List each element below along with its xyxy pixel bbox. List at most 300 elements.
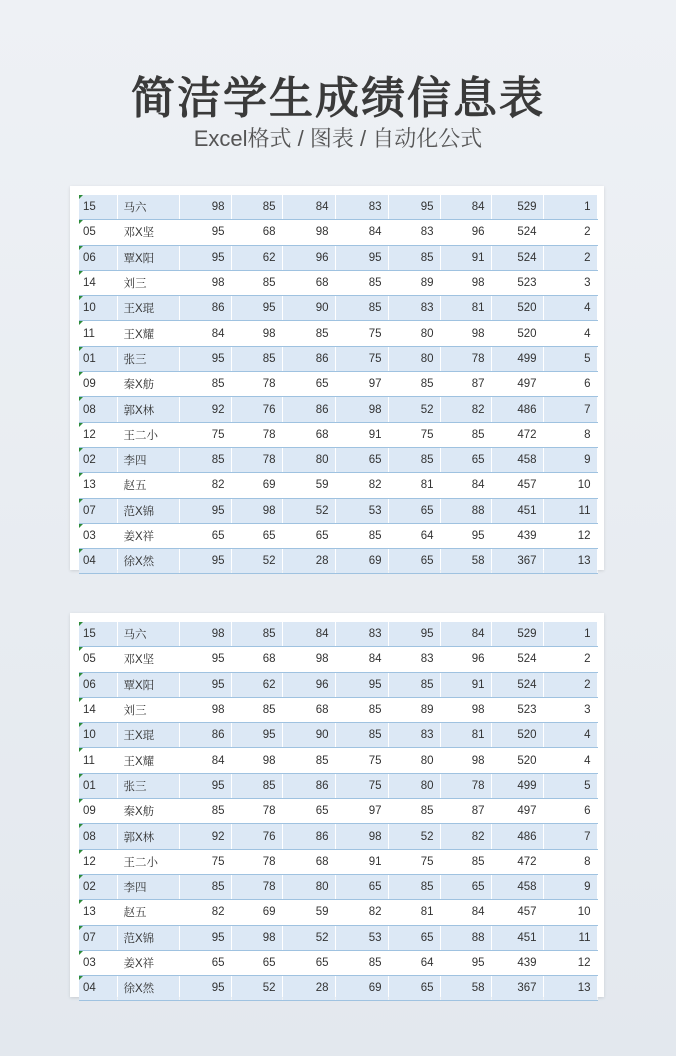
total-score-cell[interactable]: 458: [491, 447, 543, 472]
score-cell[interactable]: 62: [231, 672, 282, 697]
rank-cell[interactable]: 2: [543, 672, 597, 697]
student-name-cell[interactable]: 邓X坚: [117, 220, 179, 245]
rank-cell[interactable]: 4: [543, 748, 597, 773]
score-cell[interactable]: 85: [179, 874, 231, 899]
total-score-cell[interactable]: 439: [491, 523, 543, 548]
student-id-cell[interactable]: 10: [79, 723, 117, 748]
score-cell[interactable]: 84: [282, 195, 335, 220]
score-cell[interactable]: 84: [179, 748, 231, 773]
score-cell[interactable]: 86: [282, 824, 335, 849]
score-cell[interactable]: 75: [388, 422, 440, 447]
rank-cell[interactable]: 10: [543, 473, 597, 498]
score-cell[interactable]: 95: [179, 245, 231, 270]
score-cell[interactable]: 96: [440, 647, 491, 672]
score-cell[interactable]: 98: [179, 270, 231, 295]
score-cell[interactable]: 69: [335, 549, 388, 574]
score-cell[interactable]: 95: [179, 549, 231, 574]
student-id-cell[interactable]: 05: [79, 647, 117, 672]
score-cell[interactable]: 98: [440, 321, 491, 346]
score-cell[interactable]: 68: [231, 647, 282, 672]
score-cell[interactable]: 78: [231, 447, 282, 472]
rank-cell[interactable]: 3: [543, 270, 597, 295]
student-name-cell[interactable]: 姜X祥: [117, 523, 179, 548]
score-cell[interactable]: 83: [388, 296, 440, 321]
student-id-cell[interactable]: 09: [79, 372, 117, 397]
score-cell[interactable]: 85: [335, 697, 388, 722]
score-cell[interactable]: 58: [440, 549, 491, 574]
score-cell[interactable]: 88: [440, 498, 491, 523]
student-id-cell[interactable]: 07: [79, 498, 117, 523]
score-cell[interactable]: 85: [440, 422, 491, 447]
rank-cell[interactable]: 7: [543, 397, 597, 422]
score-cell[interactable]: 82: [440, 397, 491, 422]
total-score-cell[interactable]: 520: [491, 748, 543, 773]
score-cell[interactable]: 65: [335, 447, 388, 472]
student-name-cell[interactable]: 刘三: [117, 697, 179, 722]
score-cell[interactable]: 96: [282, 672, 335, 697]
student-name-cell[interactable]: 马六: [117, 195, 179, 220]
score-cell[interactable]: 85: [231, 270, 282, 295]
score-cell[interactable]: 75: [179, 422, 231, 447]
score-cell[interactable]: 78: [231, 874, 282, 899]
student-id-cell[interactable]: 02: [79, 874, 117, 899]
student-name-cell[interactable]: 秦X舫: [117, 372, 179, 397]
student-name-cell[interactable]: 王X琨: [117, 296, 179, 321]
total-score-cell[interactable]: 524: [491, 647, 543, 672]
score-cell[interactable]: 95: [335, 245, 388, 270]
score-cell[interactable]: 75: [335, 346, 388, 371]
score-cell[interactable]: 83: [335, 622, 388, 647]
student-name-cell[interactable]: 王X耀: [117, 321, 179, 346]
score-cell[interactable]: 95: [388, 195, 440, 220]
score-cell[interactable]: 95: [440, 523, 491, 548]
score-cell[interactable]: 75: [388, 849, 440, 874]
score-cell[interactable]: 69: [231, 473, 282, 498]
student-id-cell[interactable]: 11: [79, 321, 117, 346]
score-cell[interactable]: 80: [388, 748, 440, 773]
score-cell[interactable]: 95: [440, 950, 491, 975]
student-id-cell[interactable]: 02: [79, 447, 117, 472]
score-cell[interactable]: 78: [231, 849, 282, 874]
total-score-cell[interactable]: 486: [491, 824, 543, 849]
score-cell[interactable]: 90: [282, 723, 335, 748]
student-id-cell[interactable]: 14: [79, 697, 117, 722]
student-name-cell[interactable]: 王二小: [117, 849, 179, 874]
score-cell[interactable]: 82: [179, 473, 231, 498]
score-cell[interactable]: 97: [335, 372, 388, 397]
score-cell[interactable]: 65: [231, 523, 282, 548]
score-cell[interactable]: 68: [282, 697, 335, 722]
student-id-cell[interactable]: 01: [79, 346, 117, 371]
score-cell[interactable]: 90: [282, 296, 335, 321]
score-cell[interactable]: 82: [335, 900, 388, 925]
score-cell[interactable]: 89: [388, 697, 440, 722]
score-cell[interactable]: 52: [231, 549, 282, 574]
score-cell[interactable]: 82: [179, 900, 231, 925]
total-score-cell[interactable]: 486: [491, 397, 543, 422]
score-cell[interactable]: 78: [231, 422, 282, 447]
rank-cell[interactable]: 13: [543, 976, 597, 1001]
score-cell[interactable]: 85: [179, 372, 231, 397]
rank-cell[interactable]: 5: [543, 346, 597, 371]
score-cell[interactable]: 95: [179, 647, 231, 672]
score-cell[interactable]: 84: [440, 900, 491, 925]
score-cell[interactable]: 98: [335, 824, 388, 849]
score-cell[interactable]: 65: [388, 498, 440, 523]
score-cell[interactable]: 78: [440, 773, 491, 798]
score-cell[interactable]: 65: [179, 523, 231, 548]
student-id-cell[interactable]: 15: [79, 622, 117, 647]
score-cell[interactable]: 84: [282, 622, 335, 647]
score-cell[interactable]: 91: [440, 672, 491, 697]
student-name-cell[interactable]: 覃X阳: [117, 245, 179, 270]
score-cell[interactable]: 85: [440, 849, 491, 874]
student-name-cell[interactable]: 赵五: [117, 473, 179, 498]
total-score-cell[interactable]: 497: [491, 799, 543, 824]
score-cell[interactable]: 69: [231, 900, 282, 925]
score-cell[interactable]: 98: [282, 220, 335, 245]
student-id-cell[interactable]: 12: [79, 849, 117, 874]
score-cell[interactable]: 52: [282, 925, 335, 950]
score-cell[interactable]: 98: [282, 647, 335, 672]
score-cell[interactable]: 95: [179, 498, 231, 523]
score-cell[interactable]: 85: [335, 296, 388, 321]
score-cell[interactable]: 95: [231, 296, 282, 321]
score-cell[interactable]: 95: [388, 622, 440, 647]
score-cell[interactable]: 85: [179, 799, 231, 824]
score-cell[interactable]: 28: [282, 976, 335, 1001]
student-name-cell[interactable]: 王X耀: [117, 748, 179, 773]
student-name-cell[interactable]: 秦X舫: [117, 799, 179, 824]
student-name-cell[interactable]: 李四: [117, 447, 179, 472]
total-score-cell[interactable]: 451: [491, 925, 543, 950]
student-name-cell[interactable]: 刘三: [117, 270, 179, 295]
score-cell[interactable]: 81: [440, 723, 491, 748]
score-cell[interactable]: 96: [282, 245, 335, 270]
score-cell[interactable]: 92: [179, 824, 231, 849]
rank-cell[interactable]: 7: [543, 824, 597, 849]
score-cell[interactable]: 98: [179, 622, 231, 647]
rank-cell[interactable]: 1: [543, 622, 597, 647]
score-cell[interactable]: 75: [179, 849, 231, 874]
score-cell[interactable]: 89: [388, 270, 440, 295]
score-cell[interactable]: 85: [231, 346, 282, 371]
total-score-cell[interactable]: 457: [491, 900, 543, 925]
score-cell[interactable]: 95: [231, 723, 282, 748]
student-id-cell[interactable]: 07: [79, 925, 117, 950]
rank-cell[interactable]: 12: [543, 950, 597, 975]
student-name-cell[interactable]: 范X锦: [117, 498, 179, 523]
score-cell[interactable]: 98: [335, 397, 388, 422]
total-score-cell[interactable]: 458: [491, 874, 543, 899]
student-id-cell[interactable]: 10: [79, 296, 117, 321]
score-cell[interactable]: 85: [335, 723, 388, 748]
score-cell[interactable]: 69: [335, 976, 388, 1001]
total-score-cell[interactable]: 524: [491, 245, 543, 270]
total-score-cell[interactable]: 523: [491, 697, 543, 722]
score-cell[interactable]: 91: [440, 245, 491, 270]
student-id-cell[interactable]: 08: [79, 824, 117, 849]
score-cell[interactable]: 98: [231, 925, 282, 950]
score-cell[interactable]: 68: [282, 422, 335, 447]
total-score-cell[interactable]: 367: [491, 976, 543, 1001]
student-name-cell[interactable]: 赵五: [117, 900, 179, 925]
total-score-cell[interactable]: 499: [491, 346, 543, 371]
score-cell[interactable]: 81: [388, 900, 440, 925]
rank-cell[interactable]: 10: [543, 900, 597, 925]
score-cell[interactable]: 62: [231, 245, 282, 270]
student-id-cell[interactable]: 08: [79, 397, 117, 422]
score-cell[interactable]: 95: [179, 925, 231, 950]
score-cell[interactable]: 53: [335, 925, 388, 950]
score-cell[interactable]: 98: [231, 498, 282, 523]
score-cell[interactable]: 85: [388, 799, 440, 824]
score-cell[interactable]: 85: [388, 245, 440, 270]
rank-cell[interactable]: 2: [543, 220, 597, 245]
score-cell[interactable]: 86: [282, 397, 335, 422]
student-id-cell[interactable]: 04: [79, 976, 117, 1001]
total-score-cell[interactable]: 499: [491, 773, 543, 798]
student-name-cell[interactable]: 邓X坚: [117, 647, 179, 672]
student-name-cell[interactable]: 郭X林: [117, 824, 179, 849]
score-cell[interactable]: 28: [282, 549, 335, 574]
score-cell[interactable]: 80: [388, 773, 440, 798]
student-name-cell[interactable]: 姜X祥: [117, 950, 179, 975]
score-cell[interactable]: 83: [388, 647, 440, 672]
score-cell[interactable]: 65: [282, 523, 335, 548]
score-cell[interactable]: 80: [388, 321, 440, 346]
score-cell[interactable]: 92: [179, 397, 231, 422]
score-cell[interactable]: 82: [335, 473, 388, 498]
score-cell[interactable]: 87: [440, 372, 491, 397]
score-cell[interactable]: 52: [388, 397, 440, 422]
score-cell[interactable]: 75: [335, 773, 388, 798]
score-cell[interactable]: 85: [335, 270, 388, 295]
score-cell[interactable]: 98: [440, 270, 491, 295]
score-cell[interactable]: 95: [179, 976, 231, 1001]
score-cell[interactable]: 65: [388, 925, 440, 950]
total-score-cell[interactable]: 523: [491, 270, 543, 295]
total-score-cell[interactable]: 457: [491, 473, 543, 498]
score-cell[interactable]: 84: [440, 473, 491, 498]
score-cell[interactable]: 85: [231, 773, 282, 798]
score-cell[interactable]: 78: [231, 799, 282, 824]
student-name-cell[interactable]: 王X琨: [117, 723, 179, 748]
student-id-cell[interactable]: 05: [79, 220, 117, 245]
rank-cell[interactable]: 4: [543, 321, 597, 346]
score-cell[interactable]: 58: [440, 976, 491, 1001]
student-id-cell[interactable]: 09: [79, 799, 117, 824]
student-name-cell[interactable]: 王二小: [117, 422, 179, 447]
score-cell[interactable]: 85: [231, 697, 282, 722]
score-cell[interactable]: 68: [231, 220, 282, 245]
score-cell[interactable]: 85: [388, 372, 440, 397]
score-cell[interactable]: 95: [179, 220, 231, 245]
rank-cell[interactable]: 2: [543, 245, 597, 270]
score-cell[interactable]: 98: [440, 697, 491, 722]
student-name-cell[interactable]: 覃X阳: [117, 672, 179, 697]
score-cell[interactable]: 78: [231, 372, 282, 397]
rank-cell[interactable]: 8: [543, 849, 597, 874]
total-score-cell[interactable]: 439: [491, 950, 543, 975]
score-cell[interactable]: 65: [282, 799, 335, 824]
score-cell[interactable]: 84: [335, 220, 388, 245]
total-score-cell[interactable]: 451: [491, 498, 543, 523]
score-cell[interactable]: 85: [179, 447, 231, 472]
score-cell[interactable]: 59: [282, 473, 335, 498]
student-name-cell[interactable]: 马六: [117, 622, 179, 647]
score-cell[interactable]: 95: [179, 346, 231, 371]
rank-cell[interactable]: 9: [543, 874, 597, 899]
score-cell[interactable]: 91: [335, 849, 388, 874]
rank-cell[interactable]: 11: [543, 498, 597, 523]
score-cell[interactable]: 78: [440, 346, 491, 371]
rank-cell[interactable]: 3: [543, 697, 597, 722]
score-cell[interactable]: 84: [179, 321, 231, 346]
score-cell[interactable]: 98: [179, 195, 231, 220]
score-cell[interactable]: 85: [388, 447, 440, 472]
score-cell[interactable]: 86: [282, 773, 335, 798]
score-cell[interactable]: 65: [388, 549, 440, 574]
score-cell[interactable]: 98: [231, 321, 282, 346]
score-cell[interactable]: 98: [231, 748, 282, 773]
score-cell[interactable]: 64: [388, 523, 440, 548]
score-cell[interactable]: 75: [335, 748, 388, 773]
total-score-cell[interactable]: 529: [491, 622, 543, 647]
rank-cell[interactable]: 4: [543, 296, 597, 321]
rank-cell[interactable]: 5: [543, 773, 597, 798]
score-cell[interactable]: 95: [335, 672, 388, 697]
score-cell[interactable]: 75: [335, 321, 388, 346]
score-cell[interactable]: 85: [231, 195, 282, 220]
rank-cell[interactable]: 12: [543, 523, 597, 548]
total-score-cell[interactable]: 367: [491, 549, 543, 574]
rank-cell[interactable]: 13: [543, 549, 597, 574]
student-name-cell[interactable]: 徐X然: [117, 549, 179, 574]
score-cell[interactable]: 52: [231, 976, 282, 1001]
score-cell[interactable]: 65: [440, 874, 491, 899]
score-cell[interactable]: 96: [440, 220, 491, 245]
student-id-cell[interactable]: 06: [79, 245, 117, 270]
student-id-cell[interactable]: 06: [79, 672, 117, 697]
score-cell[interactable]: 59: [282, 900, 335, 925]
rank-cell[interactable]: 9: [543, 447, 597, 472]
student-name-cell[interactable]: 范X锦: [117, 925, 179, 950]
student-name-cell[interactable]: 李四: [117, 874, 179, 899]
score-cell[interactable]: 82: [440, 824, 491, 849]
score-cell[interactable]: 85: [388, 672, 440, 697]
total-score-cell[interactable]: 520: [491, 296, 543, 321]
score-cell[interactable]: 52: [282, 498, 335, 523]
rank-cell[interactable]: 11: [543, 925, 597, 950]
score-cell[interactable]: 85: [335, 523, 388, 548]
rank-cell[interactable]: 8: [543, 422, 597, 447]
student-name-cell[interactable]: 徐X然: [117, 976, 179, 1001]
rank-cell[interactable]: 1: [543, 195, 597, 220]
student-id-cell[interactable]: 14: [79, 270, 117, 295]
student-name-cell[interactable]: 张三: [117, 346, 179, 371]
total-score-cell[interactable]: 520: [491, 723, 543, 748]
score-cell[interactable]: 95: [179, 672, 231, 697]
score-cell[interactable]: 83: [388, 723, 440, 748]
score-cell[interactable]: 84: [440, 622, 491, 647]
score-cell[interactable]: 64: [388, 950, 440, 975]
score-cell[interactable]: 88: [440, 925, 491, 950]
total-score-cell[interactable]: 529: [491, 195, 543, 220]
score-cell[interactable]: 91: [335, 422, 388, 447]
score-cell[interactable]: 80: [282, 874, 335, 899]
student-id-cell[interactable]: 11: [79, 748, 117, 773]
score-cell[interactable]: 65: [335, 874, 388, 899]
total-score-cell[interactable]: 524: [491, 672, 543, 697]
score-cell[interactable]: 85: [335, 950, 388, 975]
score-cell[interactable]: 85: [282, 321, 335, 346]
score-cell[interactable]: 65: [179, 950, 231, 975]
score-cell[interactable]: 52: [388, 824, 440, 849]
student-id-cell[interactable]: 13: [79, 473, 117, 498]
total-score-cell[interactable]: 520: [491, 321, 543, 346]
student-id-cell[interactable]: 13: [79, 900, 117, 925]
score-cell[interactable]: 68: [282, 270, 335, 295]
student-id-cell[interactable]: 01: [79, 773, 117, 798]
score-cell[interactable]: 65: [282, 950, 335, 975]
total-score-cell[interactable]: 524: [491, 220, 543, 245]
score-cell[interactable]: 53: [335, 498, 388, 523]
score-cell[interactable]: 95: [179, 773, 231, 798]
student-name-cell[interactable]: 郭X林: [117, 397, 179, 422]
student-id-cell[interactable]: 12: [79, 422, 117, 447]
score-cell[interactable]: 81: [440, 296, 491, 321]
score-cell[interactable]: 76: [231, 397, 282, 422]
score-cell[interactable]: 80: [388, 346, 440, 371]
rank-cell[interactable]: 4: [543, 723, 597, 748]
student-id-cell[interactable]: 03: [79, 523, 117, 548]
student-id-cell[interactable]: 03: [79, 950, 117, 975]
total-score-cell[interactable]: 472: [491, 422, 543, 447]
score-cell[interactable]: 85: [282, 748, 335, 773]
score-cell[interactable]: 65: [440, 447, 491, 472]
score-cell[interactable]: 65: [231, 950, 282, 975]
score-cell[interactable]: 84: [335, 647, 388, 672]
score-cell[interactable]: 98: [179, 697, 231, 722]
score-cell[interactable]: 84: [440, 195, 491, 220]
score-cell[interactable]: 65: [388, 976, 440, 1001]
rank-cell[interactable]: 6: [543, 372, 597, 397]
score-cell[interactable]: 86: [179, 723, 231, 748]
score-cell[interactable]: 68: [282, 849, 335, 874]
score-cell[interactable]: 85: [231, 622, 282, 647]
score-cell[interactable]: 81: [388, 473, 440, 498]
student-id-cell[interactable]: 15: [79, 195, 117, 220]
score-cell[interactable]: 76: [231, 824, 282, 849]
score-cell[interactable]: 80: [282, 447, 335, 472]
total-score-cell[interactable]: 472: [491, 849, 543, 874]
rank-cell[interactable]: 2: [543, 647, 597, 672]
score-cell[interactable]: 97: [335, 799, 388, 824]
score-cell[interactable]: 98: [440, 748, 491, 773]
rank-cell[interactable]: 6: [543, 799, 597, 824]
score-cell[interactable]: 87: [440, 799, 491, 824]
score-cell[interactable]: 83: [335, 195, 388, 220]
score-cell[interactable]: 83: [388, 220, 440, 245]
student-id-cell[interactable]: 04: [79, 549, 117, 574]
score-cell[interactable]: 65: [282, 372, 335, 397]
total-score-cell[interactable]: 497: [491, 372, 543, 397]
student-name-cell[interactable]: 张三: [117, 773, 179, 798]
score-cell[interactable]: 86: [179, 296, 231, 321]
score-cell[interactable]: 85: [388, 874, 440, 899]
score-cell[interactable]: 86: [282, 346, 335, 371]
